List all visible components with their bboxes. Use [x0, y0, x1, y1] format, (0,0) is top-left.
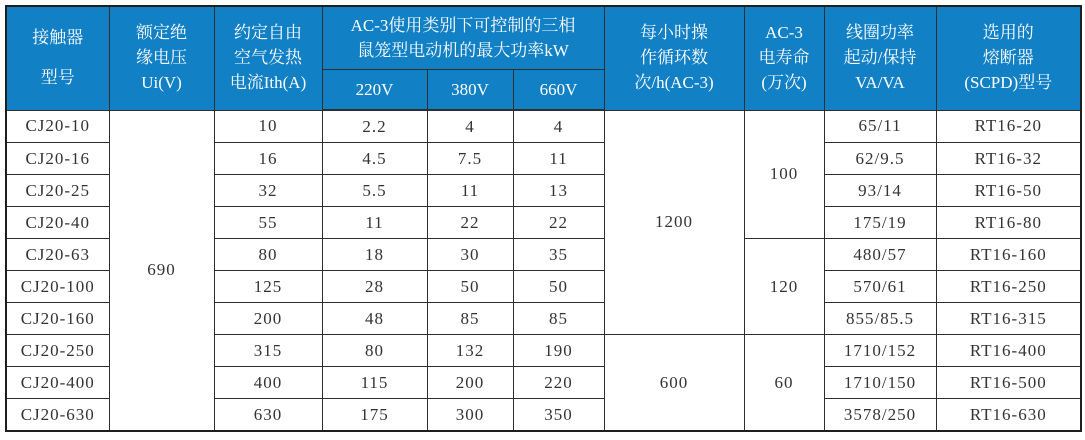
header-line: 约定自由	[234, 23, 302, 43]
col-header-electrical-life	[744, 6, 824, 110]
cell-model: CJ20-40	[6, 207, 109, 239]
cell-ith: 10	[214, 110, 322, 143]
cell-kw-220: 80	[322, 335, 427, 367]
cell-fuse: RT16-315	[936, 303, 1081, 335]
cell-fuse: RT16-160	[936, 239, 1081, 271]
cell-kw-380: 300	[427, 399, 513, 432]
cell-kw-660: 50	[513, 271, 604, 303]
cell-life: 60	[744, 335, 824, 432]
cell-fuse: RT16-32	[936, 143, 1081, 175]
cell-life: 120	[744, 239, 824, 335]
cell-ith: 80	[214, 239, 322, 271]
cell-kw-380: 85	[427, 303, 513, 335]
contactor-spec-table	[5, 5, 1082, 432]
cell-fuse: RT16-400	[936, 335, 1081, 367]
cell-coil-power: 1710/150	[824, 367, 936, 399]
cell-model: CJ20-63	[6, 239, 109, 271]
cell-kw-660: 4	[513, 110, 604, 143]
cell-ith: 400	[214, 367, 322, 399]
subcol-header-220v: 220V	[322, 70, 427, 111]
cell-coil-power: 855/85.5	[824, 303, 936, 335]
header-line: 型号	[40, 68, 75, 88]
cell-kw-380: 7.5	[427, 143, 513, 175]
header-line: 线圈功率	[846, 23, 915, 43]
header-line: VA/VA	[855, 73, 905, 93]
cell-kw-220: 115	[322, 367, 427, 399]
cell-ith: 200	[214, 303, 322, 335]
col-header-cycles-per-hour	[604, 6, 744, 110]
header-line: Ui(V)	[141, 73, 182, 93]
cell-ith: 125	[214, 271, 322, 303]
cell-cycles: 1200	[604, 110, 744, 335]
cell-cycles: 600	[604, 335, 744, 432]
cell-ith: 32	[214, 175, 322, 207]
header-line: 空气发热	[234, 48, 302, 68]
header-line: 电寿命	[758, 48, 810, 68]
cell-kw-660: 350	[513, 399, 604, 432]
cell-kw-380: 22	[427, 207, 513, 239]
header-line: (SCPD)型号	[964, 73, 1053, 93]
cell-kw-380: 132	[427, 335, 513, 367]
header-line: (万次)	[761, 73, 807, 93]
cell-kw-380: 11	[427, 175, 513, 207]
header-line: 额定绝	[136, 23, 187, 43]
header-line: 选用的	[982, 23, 1034, 43]
cell-kw-660: 35	[513, 239, 604, 271]
cell-kw-220: 28	[322, 271, 427, 303]
table-row	[6, 110, 1081, 143]
cell-kw-220: 4.5	[322, 143, 427, 175]
header-line: 接触器	[32, 28, 84, 48]
cell-ith: 630	[214, 399, 322, 432]
cell-kw-660: 85	[513, 303, 604, 335]
header-line: AC-3	[765, 23, 803, 43]
cell-ith: 16	[214, 143, 322, 175]
cell-kw-220: 2.2	[322, 110, 427, 143]
cell-coil-power: 175/19	[824, 207, 936, 239]
col-header-ac3-power-group	[322, 6, 604, 70]
col-header-model	[6, 6, 109, 110]
header-line: 次/h(AC-3)	[634, 73, 714, 93]
cell-kw-220: 175	[322, 399, 427, 432]
cell-kw-660: 22	[513, 207, 604, 239]
header-line: 鼠笼型电动机的最大功率kW	[357, 40, 569, 60]
cell-kw-660: 11	[513, 143, 604, 175]
header-line: 作循环数	[640, 48, 709, 68]
cell-kw-660: 190	[513, 335, 604, 367]
cell-kw-660: 13	[513, 175, 604, 207]
header-line: AC-3使用类别下可控制的三相	[350, 15, 576, 35]
cell-coil-power: 65/11	[824, 110, 936, 143]
cell-kw-220: 5.5	[322, 175, 427, 207]
cell-kw-380: 4	[427, 110, 513, 143]
col-header-thermal-current	[214, 6, 322, 110]
cell-coil-power: 93/14	[824, 175, 936, 207]
col-header-insulation-voltage	[109, 6, 214, 110]
cell-fuse: RT16-630	[936, 399, 1081, 432]
cell-coil-power: 570/61	[824, 271, 936, 303]
cell-coil-power: 1710/152	[824, 335, 936, 367]
cell-ith: 55	[214, 207, 322, 239]
cell-model: CJ20-250	[6, 335, 109, 367]
cell-model: CJ20-160	[6, 303, 109, 335]
cell-kw-380: 50	[427, 271, 513, 303]
header-line: 起动/保持	[843, 48, 917, 68]
cell-model: CJ20-10	[6, 110, 109, 143]
header-line: 每小时操	[640, 23, 709, 43]
subcol-header-380v: 380V	[427, 70, 513, 111]
cell-kw-220: 48	[322, 303, 427, 335]
cell-coil-power: 3578/250	[824, 399, 936, 432]
cell-fuse: RT16-20	[936, 110, 1081, 143]
cell-ith: 315	[214, 335, 322, 367]
cell-kw-380: 200	[427, 367, 513, 399]
cell-model: CJ20-630	[6, 399, 109, 432]
cell-model: CJ20-16	[6, 143, 109, 175]
cell-ui-voltage: 690	[109, 110, 214, 431]
cell-fuse: RT16-500	[936, 367, 1081, 399]
header-line: 电流Ith(A)	[229, 73, 307, 93]
cell-kw-220: 11	[322, 207, 427, 239]
cell-coil-power: 62/9.5	[824, 143, 936, 175]
cell-kw-220: 18	[322, 239, 427, 271]
header-line: 熔断器	[982, 48, 1034, 68]
cell-fuse: RT16-80	[936, 207, 1081, 239]
cell-model: CJ20-100	[6, 271, 109, 303]
cell-fuse: RT16-50	[936, 175, 1081, 207]
col-header-fuse	[936, 6, 1081, 110]
cell-fuse: RT16-250	[936, 271, 1081, 303]
cell-kw-660: 220	[513, 367, 604, 399]
cell-life: 100	[744, 110, 824, 239]
col-header-coil-power	[824, 6, 936, 110]
cell-model: CJ20-400	[6, 367, 109, 399]
subcol-header-660v: 660V	[513, 70, 604, 111]
header-line: 缘电压	[136, 48, 187, 68]
cell-kw-380: 30	[427, 239, 513, 271]
cell-model: CJ20-25	[6, 175, 109, 207]
cell-coil-power: 480/57	[824, 239, 936, 271]
